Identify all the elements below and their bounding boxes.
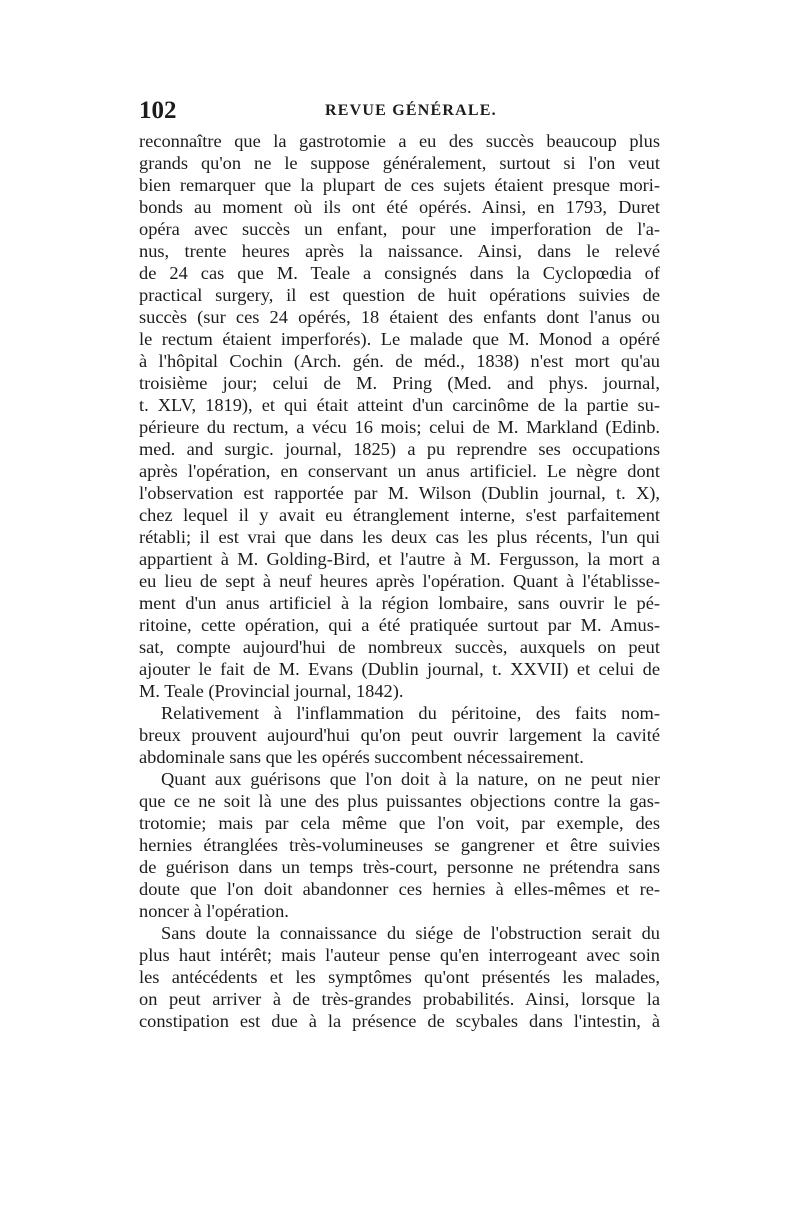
text-line: sat, compte aujourd'hui de nombreux succès, auxquels on peut — [139, 637, 660, 657]
text-line: l'observation est rapportée par M. Wilson (Dublin journal, t. X), — [139, 483, 660, 503]
text-line: appartient à M. Golding-Bird, et l'autre à M. Fergusson, la mort a — [139, 549, 660, 569]
text-line: hernies étranglées très-volumineuses se gangrener et être suivies — [139, 835, 660, 855]
text-line: noncer à l'opération. — [139, 901, 289, 921]
text-line: eu lieu de sept à neuf heures après l'opération. Quant à l'établisse- — [139, 571, 660, 591]
text-line: de guérison dans un temps très-court, personne ne prétendra sans — [139, 857, 660, 877]
text-line: reconnaître que la gastrotomie a eu des succès beaucoup plus — [139, 131, 660, 151]
body-text — [139, 130, 660, 1032]
text-line: après l'opération, en conservant un anus artificiel. Le nègre dont — [139, 461, 660, 481]
text-line: breux prouvent aujourd'hui qu'on peut ouvrir largement la cavité — [139, 725, 660, 745]
text-line: Relativement à l'inflammation du péritoine, des faits nom- — [161, 703, 660, 723]
text-line: que ce ne soit là une des plus puissantes objections contre la gas- — [139, 791, 660, 811]
text-line: périeure du rectum, a vécu 16 mois; celui de M. Markland (Edinb. — [139, 417, 660, 437]
text-line: nus, trente heures après la naissance. Ainsi, dans le relevé — [139, 241, 660, 261]
text-line: opéra avec succès un enfant, pour une imperforation de l'a- — [139, 219, 660, 239]
text-line: Quant aux guérisons que l'on doit à la nature, on ne peut nier — [161, 769, 660, 789]
running-title: REVUE GÉNÉRALE. — [325, 102, 497, 119]
text-line: trotomie; mais par cela même que l'on voit, par exemple, des — [139, 813, 660, 833]
text-line: à l'hôpital Cochin (Arch. gén. de méd., 1838) n'est mort qu'au — [139, 351, 660, 371]
text-line: on peut arriver à de très-grandes probabilités. Ainsi, lorsque la — [139, 989, 660, 1009]
text-line: Sans doute la connaissance du siége de l'obstruction serait du — [161, 923, 660, 943]
text-line: bien remarquer que la plupart de ces sujets étaient presque mori- — [139, 175, 660, 195]
text-line: ment d'un anus artificiel à la région lombaire, sans ouvrir le pé- — [139, 593, 660, 613]
text-line: practical surgery, il est question de huit opérations suivies de — [139, 285, 660, 305]
text-line: grands qu'on ne le suppose généralement, surtout si l'on veut — [139, 153, 660, 173]
text-line: abdominale sans que les opérés succombent nécessairement. — [139, 747, 584, 767]
text-line: troisième jour; celui de M. Pring (Med. and phys. journal, — [139, 373, 660, 393]
text-line: constipation est due à la présence de scybales dans l'intestin, à — [139, 1011, 660, 1031]
text-line: t. XLV, 1819), et qui était atteint d'un carcinôme de la partie su- — [139, 395, 660, 415]
text-line: ritoine, cette opération, qui a été pratiquée surtout par M. Amus- — [139, 615, 660, 635]
text-line: M. Teale (Provincial journal, 1842). — [139, 681, 404, 701]
text-line: doute que l'on doit abandonner ces hernies à elles-mêmes et re- — [139, 879, 660, 899]
text-line: les antécédents et les symptômes qu'ont présentés les malades, — [139, 967, 660, 987]
running-head — [139, 96, 660, 126]
text-line: rétabli; il est vrai que dans les deux cas les plus récents, l'un qui — [139, 527, 660, 547]
text-line: med. and surgic. journal, 1825) a pu reprendre ses occupations — [139, 439, 660, 459]
text-line: bonds au moment où ils ont été opérés. Ainsi, en 1793, Duret — [139, 197, 660, 217]
page-number: 102 — [139, 97, 177, 124]
text-line: ajouter le fait de M. Evans (Dublin journal, t. XXVII) et celui de — [139, 659, 660, 679]
text-line: plus haut intérêt; mais l'auteur pense qu'en interrogeant avec soin — [139, 945, 660, 965]
text-line: de 24 cas que M. Teale a consignés dans la Cyclopœdia of — [139, 263, 660, 283]
text-line: chez lequel il y avait eu étranglement interne, s'est parfaitement — [139, 505, 660, 525]
text-line: le rectum étaient imperforés). Le malade que M. Monod a opéré — [139, 329, 660, 349]
text-line: succès (sur ces 24 opérés, 18 étaient des enfants dont l'anus ou — [139, 307, 660, 327]
